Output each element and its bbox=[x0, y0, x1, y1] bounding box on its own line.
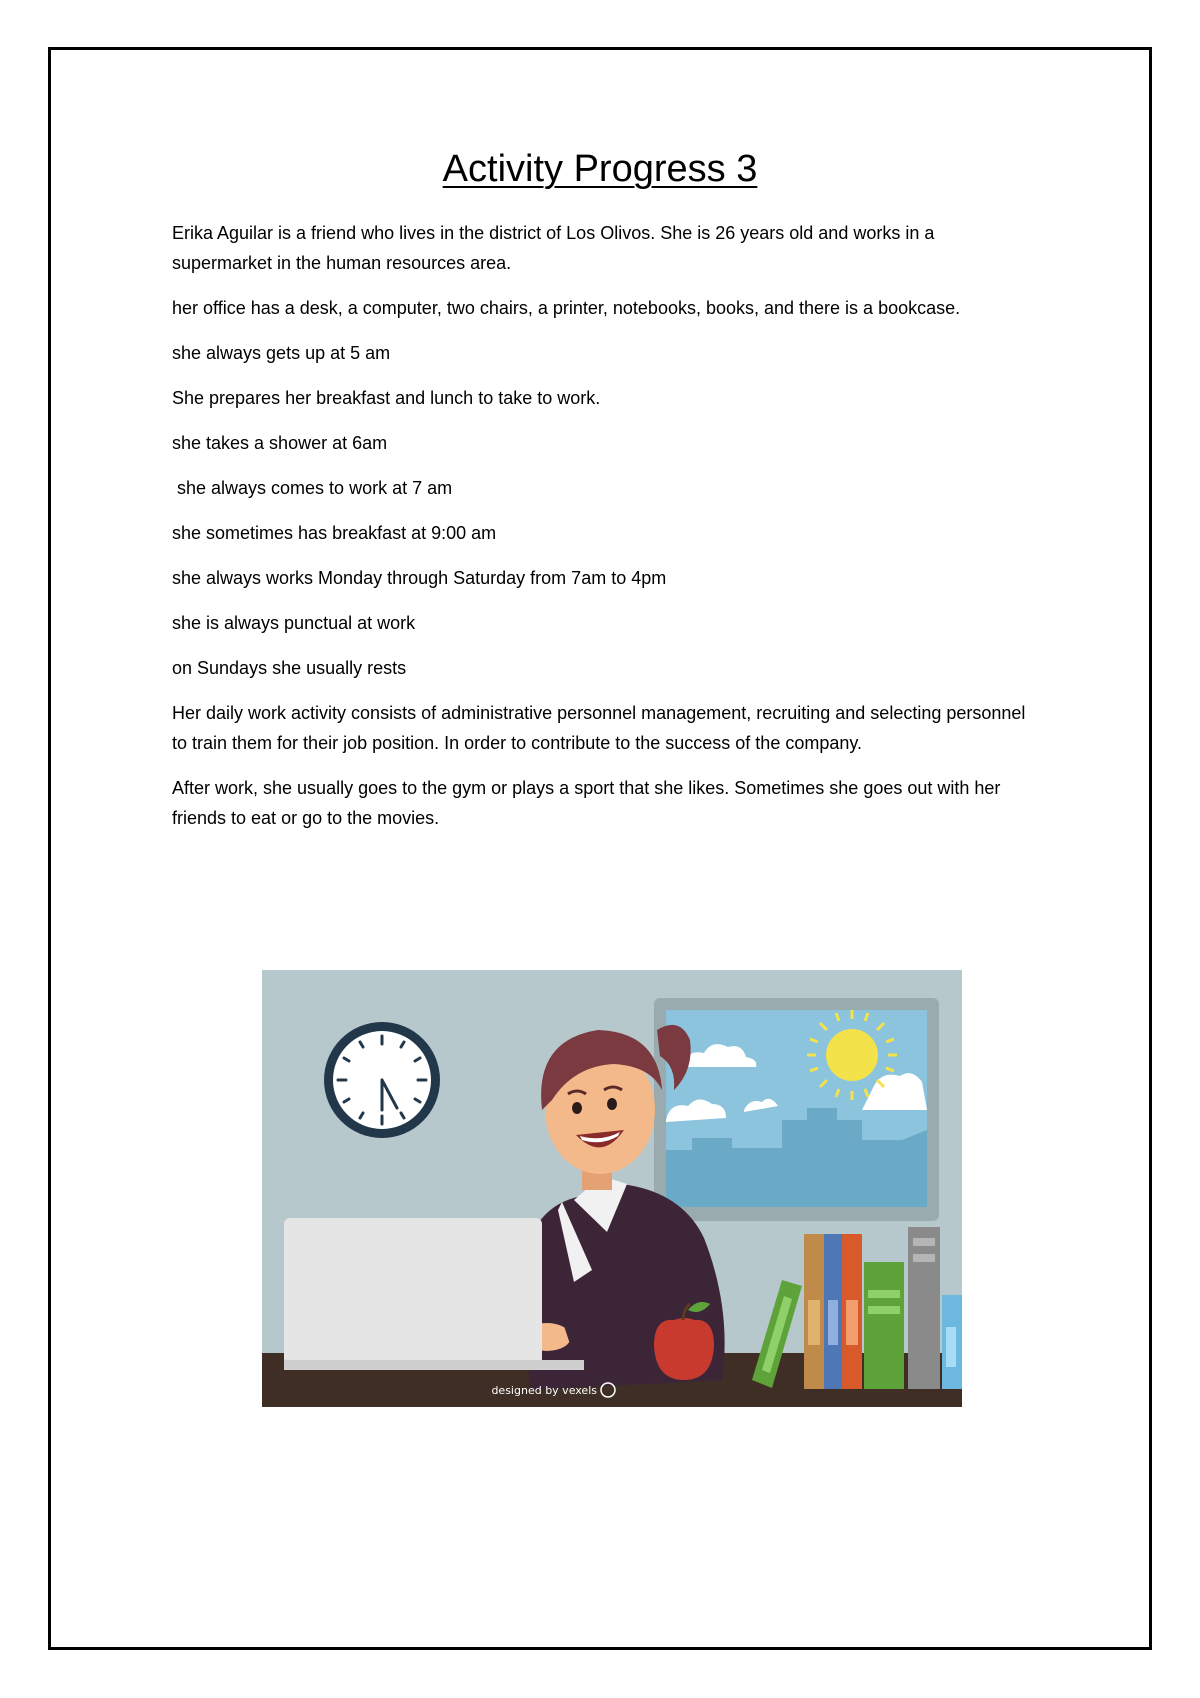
paragraph-sundays: on Sundays she usually rests bbox=[172, 658, 407, 678]
document-body bbox=[172, 218, 1034, 848]
window bbox=[654, 998, 939, 1221]
page-title: Activity Progress 3 bbox=[442, 148, 758, 190]
office-illustration bbox=[262, 970, 962, 1407]
watermark-text: designed by vexels bbox=[491, 1384, 597, 1397]
laptop bbox=[284, 1218, 584, 1370]
paragraph-after-work: After work, she usually goes to the gym or plays a sport that she likes. Sometimes she goes out with her friends to eat or go to the movies. bbox=[172, 778, 1001, 828]
paragraph-work-days: she always works Monday through Saturday from 7am to 4pm bbox=[172, 568, 667, 588]
paragraph-breakfast-lunch: She prepares her breakfast and lunch to take to work. bbox=[172, 388, 601, 408]
paragraph-punctual: she is always punctual at work bbox=[172, 613, 416, 633]
paragraph-intro: Erika Aguilar is a friend who lives in the district of Los Olivos. She is 26 years old and works in a supermarket in the human resources area. bbox=[172, 223, 935, 273]
paragraph-work-activity: Her daily work activity consists of administrative personnel management, recruiting and selecting personnel to train them for their job position. In order to contribute to the success of the company. bbox=[172, 703, 1026, 753]
vexels-watermark bbox=[491, 1383, 615, 1397]
paragraph-office: her office has a desk, a computer, two chairs, a printer, notebooks, books, and there is a bookcase. bbox=[172, 298, 961, 318]
paragraph-gets-up: she always gets up at 5 am bbox=[172, 343, 391, 363]
clock-icon bbox=[324, 1022, 440, 1138]
paragraph-shower: she takes a shower at 6am bbox=[172, 433, 388, 453]
paragraph-has-breakfast: she sometimes has breakfast at 9:00 am bbox=[172, 523, 497, 543]
paragraph-comes-to-work: she always comes to work at 7 am bbox=[172, 478, 453, 498]
